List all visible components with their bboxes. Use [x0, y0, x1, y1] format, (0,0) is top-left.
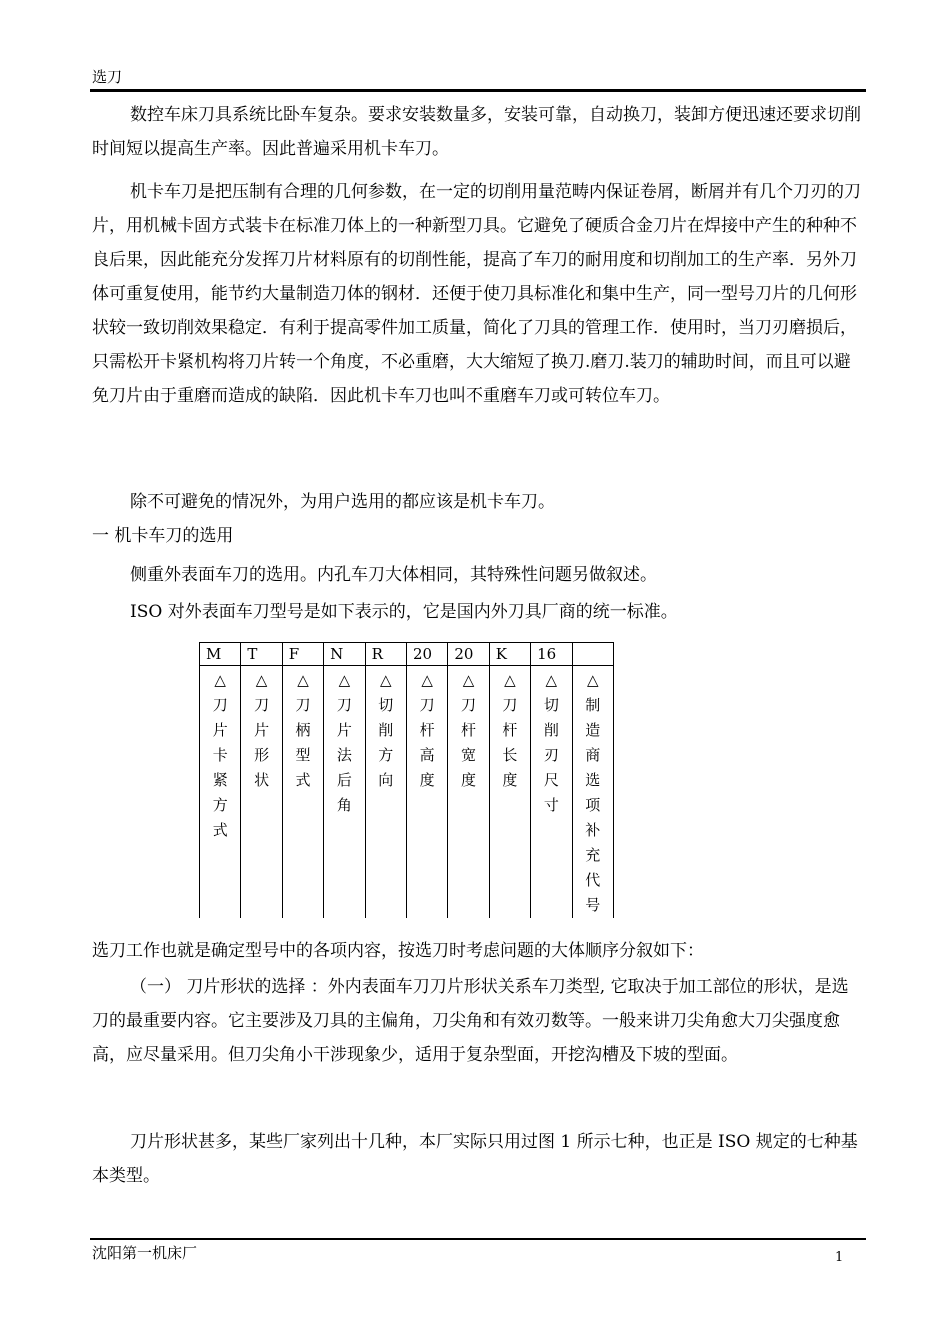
- description-text: △切削方向: [378, 671, 394, 789]
- code-cell: K: [489, 643, 530, 666]
- description-text: △刀片形状: [254, 671, 270, 789]
- description-cell: [241, 666, 282, 919]
- paragraph-intro: 数控车床刀具系统比卧车复杂。要求安装数量多，安装可靠，自动换刀，装卸方便迅速还要求切削时间短以提高生产率。因此普遍采用机卡车刀。: [92, 105, 861, 159]
- code-cell: 20: [448, 643, 489, 666]
- paragraph-iso-intro: ISO 对外表面车刀型号是如下表示的，它是国内外刀具厂商的统一标准。: [130, 602, 678, 622]
- paragraph-recommendation: 除不可避免的情况外，为用户选用的都应该是机卡车刀。: [130, 492, 555, 512]
- description-text: △制造商选项补充代号: [585, 671, 601, 914]
- description-cell: [282, 666, 323, 919]
- page-header-title: 选刀: [92, 68, 123, 86]
- code-cell: R: [365, 643, 406, 666]
- description-cell: [406, 666, 447, 919]
- description-cell: [365, 666, 406, 919]
- code-cell: 16: [531, 643, 572, 666]
- description-cell: [448, 666, 489, 919]
- header-rule: [90, 89, 866, 92]
- paragraph-clamp-tool: 机卡车刀是把压制有合理的几何参数，在一定的切削用量范畴内保证卷屑，断屑并有几个刀刃的刀片，用机械卡固方式装卡在标准刀体上的一种新型刀具。它避免了硬质合金刀片在焊接中产生的种种不良后果，因此能充分发挥刀片材料原有的切削性能，提高了车刀的耐用度和切削加工的生产率．另外刀体可重复使用，能节约大量制造刀体的钢材．还便于使刀具标准化和集中生产，同一型号刀片的几何形状较一致切削效果稳定．有利于提高零件加工质量，简化了刀具的管理工作．使用时，当刀刃磨损后，只需松开卡紧机构将刀片转一个角度，不必重磨，大大缩短了换刀.磨刀.装刀的辅助时间，而且可以避免刀片由于重磨而造成的缺陷．因此机卡车刀也叫不重磨车刀或可转位车刀。: [92, 182, 861, 406]
- description-text: △刀杆高度: [419, 671, 435, 789]
- paragraph-selection-order: 选刀工作也就是确定型号中的各项内容，按选刀时考虑问题的大体顺序分叙如下：: [92, 941, 704, 961]
- description-cell: [531, 666, 572, 919]
- section-heading: 一 机卡车刀的选用: [92, 526, 234, 546]
- code-row: [200, 643, 614, 666]
- paragraph-focus: 侧重外表面车刀的选用。内孔车刀大体相同，其特殊性问题另做叙述。: [130, 565, 657, 585]
- paragraph-insert-types: 刀片形状甚多，某些厂家列出十几种，本厂实际只用过图 1 所示七种，也正是 ISO 规定的七种基本类型。: [92, 1132, 858, 1186]
- code-cell: M: [200, 643, 241, 666]
- iso-code-table: [199, 642, 614, 918]
- code-cell: T: [241, 643, 282, 666]
- code-cell: 20: [406, 643, 447, 666]
- page-number: 1: [835, 1250, 844, 1265]
- description-text: △刀杆长度: [502, 671, 518, 789]
- description-text: △刀柄型式: [295, 671, 311, 789]
- description-cell: [200, 666, 241, 919]
- description-text: △切削刃尺寸: [543, 671, 559, 814]
- footer-rule: [90, 1238, 866, 1240]
- description-cell: [324, 666, 365, 919]
- description-text: △刀片法后角: [336, 671, 352, 814]
- code-cell: F: [282, 643, 323, 666]
- description-cell: [572, 666, 613, 919]
- description-text: △刀杆宽度: [461, 671, 477, 789]
- description-row: [200, 666, 614, 919]
- footer-company: 沈阳第一机床厂: [92, 1244, 198, 1262]
- description-cell: [489, 666, 530, 919]
- code-cell: N: [324, 643, 365, 666]
- description-text: △刀片卡紧方式: [212, 671, 228, 839]
- code-cell: [572, 643, 613, 666]
- paragraph-insert-shape: （一） 刀片形状的选择 ：外内表面车刀刀片形状关系车刀类型, 它取决于加工部位的形状，是选刀的最重要内容。它主要涉及刀具的主偏角，刀尖角和有效刃数等。一般来讲刀尖角愈大刀尖强度愈高，应尽量采用。但刀尖角小干涉现象少，适用于复杂型面，开挖沟槽及下坡的型面。: [92, 977, 849, 1065]
